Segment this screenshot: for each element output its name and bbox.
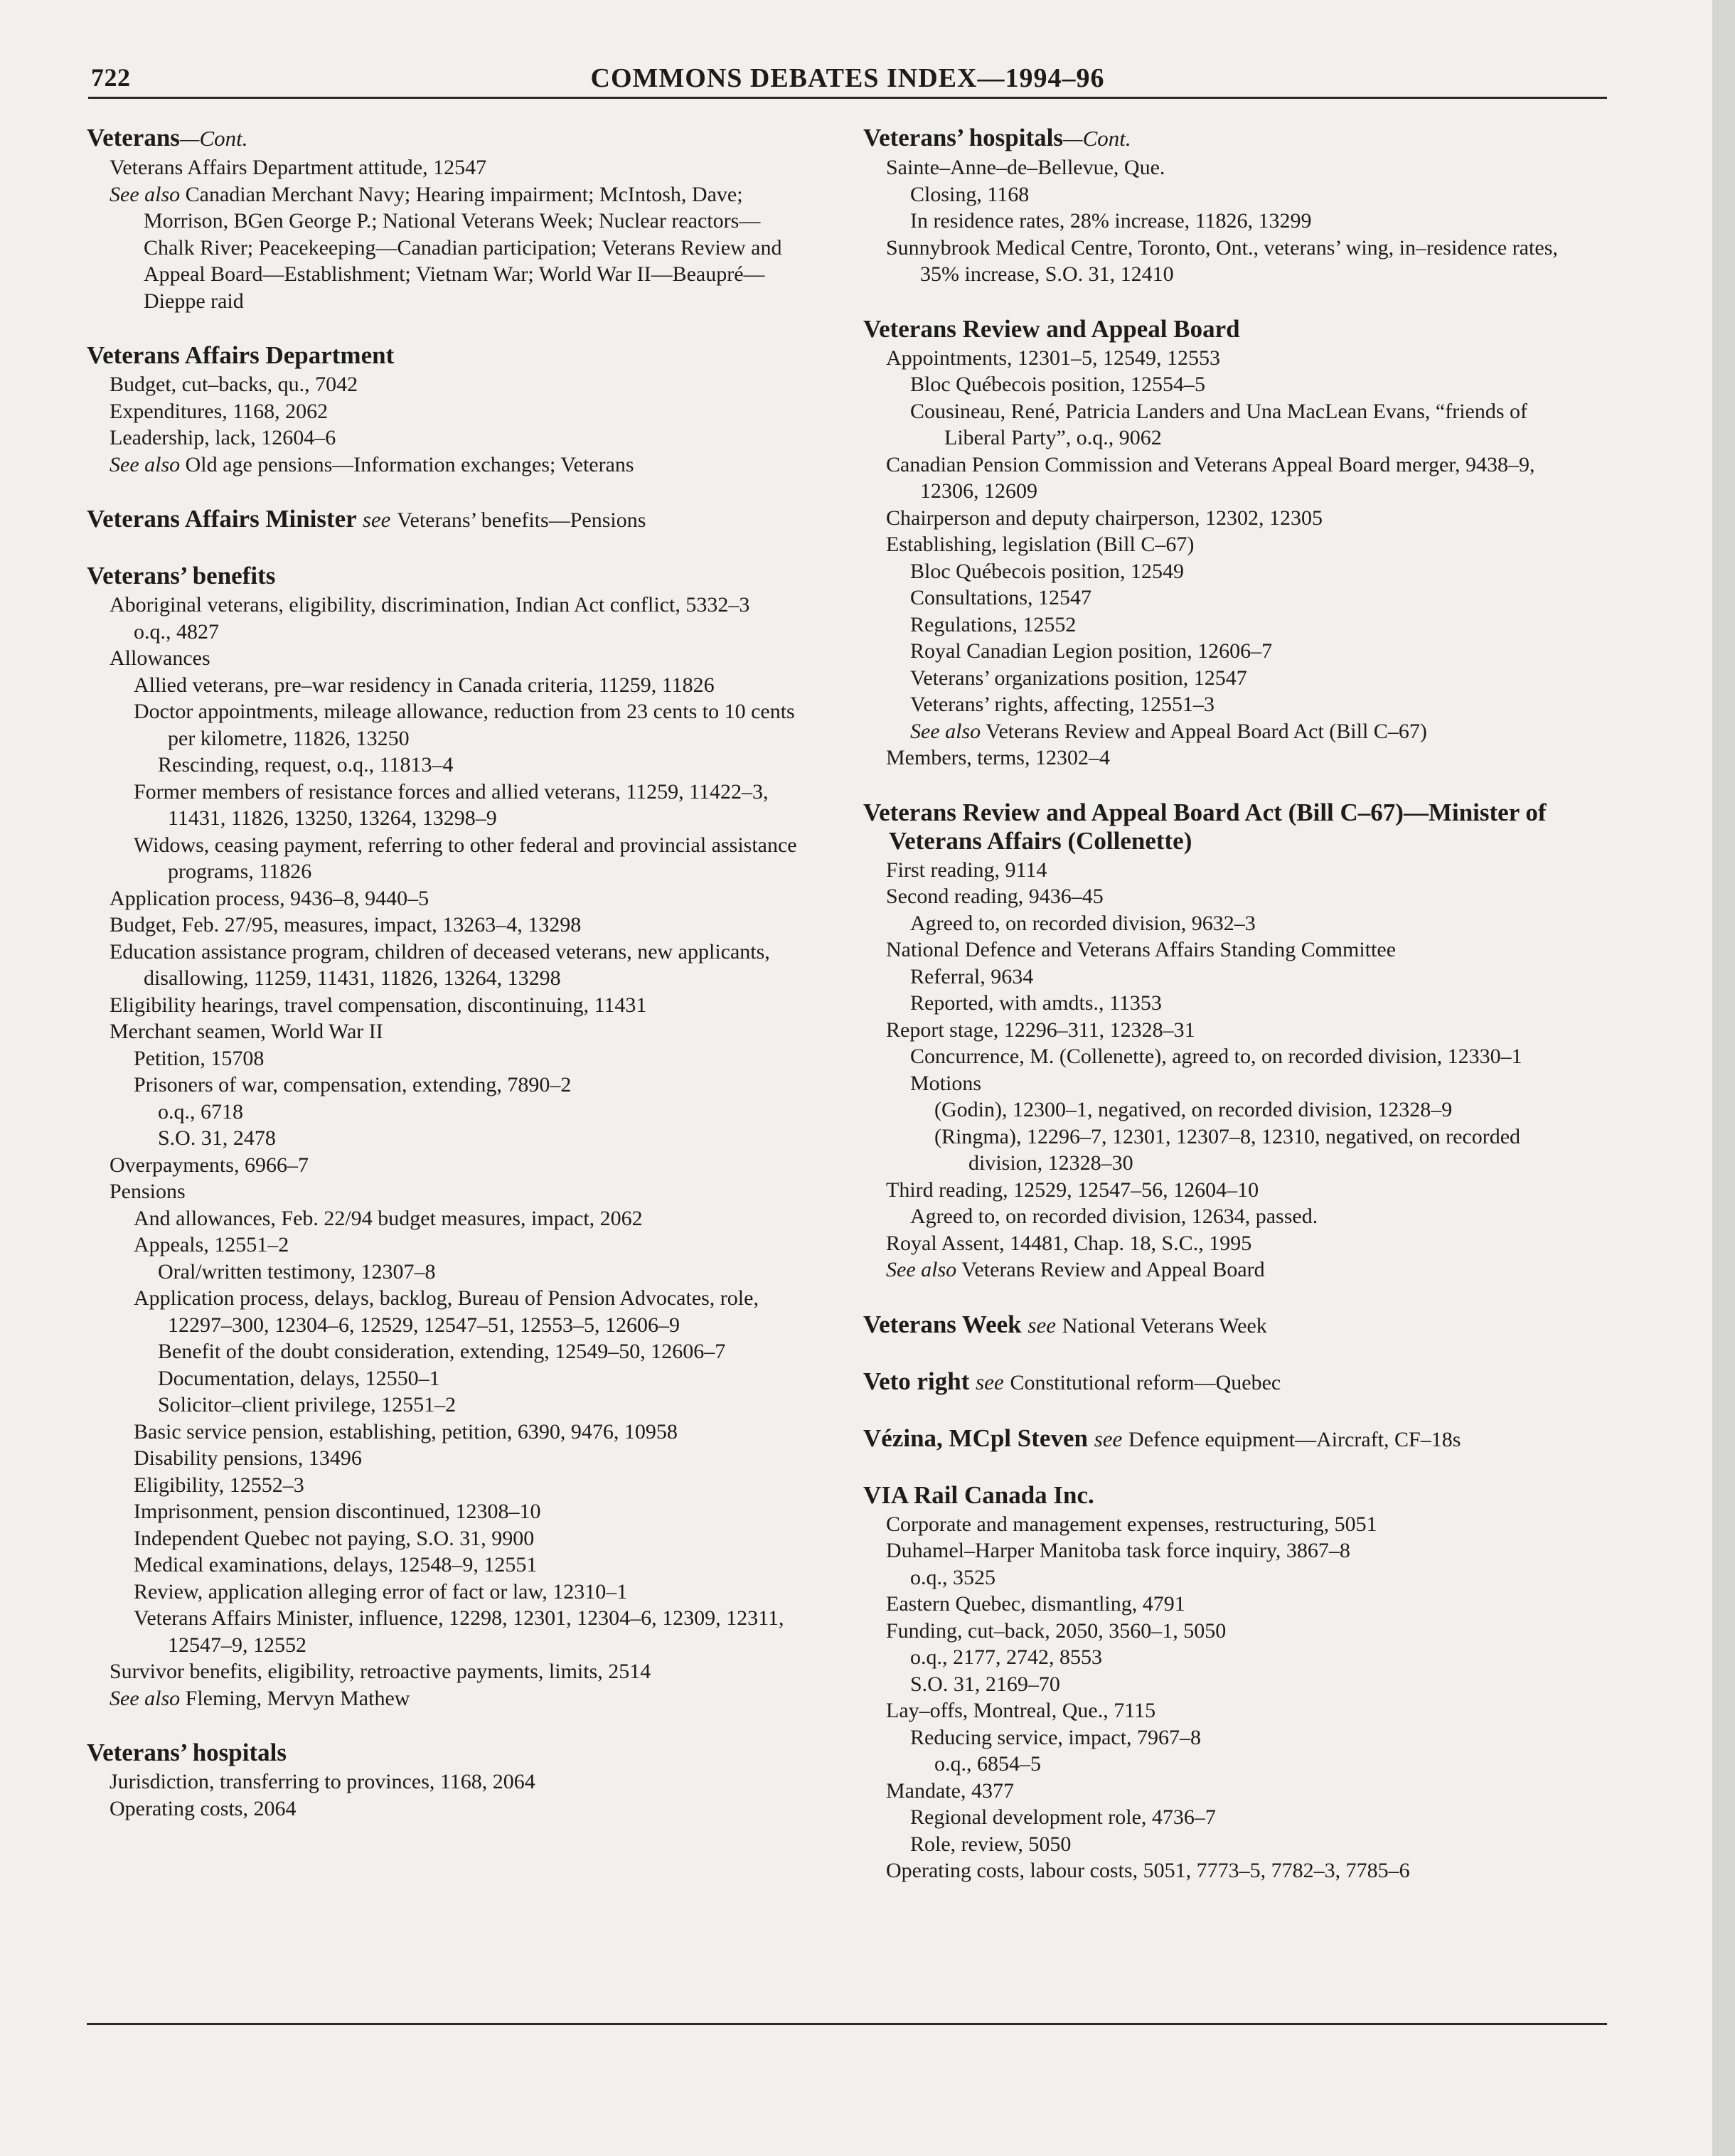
subentry-text: Allied veterans, pre–war residency in Canada criteria, 11259, 11826: [134, 673, 715, 697]
subentry-line: [863, 531, 1574, 558]
entry-heading-text: Veterans Affairs Department: [87, 341, 395, 369]
subentry-text: Agreed to, on recorded division, 12634, passed.: [910, 1205, 1318, 1228]
subentry-line: [863, 371, 1574, 398]
subentry-text: Second reading, 9436–45: [886, 885, 1104, 908]
entry-heading-text: Veterans Affairs Minister: [87, 505, 357, 533]
subentry-text: Solicitor–client privilege, 12551–2: [158, 1393, 457, 1416]
subentry-text: Motions: [910, 1071, 982, 1095]
continued-marker: —Cont.: [1063, 126, 1131, 151]
footer-rule: [87, 2023, 1607, 2025]
index-entry: [863, 1311, 1574, 1340]
subentry-text: Education assistance program, children of deceased veterans, new applicants, disallowing, 11259, 11431, 11826, 13264, 13298: [110, 939, 770, 990]
subentry-text: Application process, delays, backlog, Bureau of Pension Advocates, role, 12297–300, 12304–6, 12529, 12547–51, 12553–5, 12606–9: [134, 1286, 759, 1337]
entry-heading-text: Veterans Week: [863, 1310, 1022, 1338]
subentry-line: [87, 1445, 798, 1472]
subentry-line: [863, 910, 1574, 937]
subentry-line: [87, 1498, 798, 1525]
subentry-text: National Defence and Veterans Affairs Standing Committee: [886, 938, 1397, 961]
entry-heading: [87, 562, 798, 590]
subentry-text: Budget, Feb. 27/95, measures, impact, 13263–4, 13298: [110, 913, 582, 936]
subentry-line: [863, 1096, 1574, 1124]
subentry-text: Veterans’ rights, affecting, 12551–3: [910, 693, 1214, 716]
entry-heading: [87, 1739, 798, 1767]
subentry-line: [863, 883, 1574, 910]
subentry-line: [87, 1285, 798, 1338]
subentry-line: [863, 1203, 1574, 1230]
subentry-text: Operating costs, labour costs, 5051, 7773–5, 7782–3, 7785–6: [886, 1859, 1410, 1882]
subentry-text: Application process, 9436–8, 9440–5: [110, 886, 429, 910]
subentry-text: In residence rates, 28% increase, 11826, 13299: [910, 209, 1312, 233]
subentry-line: [863, 1804, 1574, 1831]
subentry-line: [87, 752, 798, 779]
subentry-text: Veterans’ organizations position, 12547: [910, 666, 1247, 690]
entry-heading: [863, 124, 1574, 153]
subentry-text: S.O. 31, 2169–70: [910, 1672, 1060, 1696]
index-entry: [863, 1424, 1574, 1454]
subentry-line: [87, 398, 798, 425]
subentry-line: [87, 885, 798, 912]
subentry-line: [87, 1072, 798, 1099]
index-entry: [863, 124, 1574, 288]
subentry-text: Budget, cut–backs, qu., 7042: [110, 373, 358, 396]
entry-heading: [863, 1481, 1574, 1510]
subentry-text: Documentation, delays, 12550–1: [158, 1366, 440, 1390]
subentry-text: Oral/written testimony, 12307–8: [158, 1259, 436, 1284]
subentry-line: [87, 698, 798, 752]
subentry-text: Independent Quebec not paying, S.O. 31, 9900: [134, 1526, 535, 1550]
subentry-line: [863, 1177, 1574, 1204]
entry-heading-text: Veterans Review and Appeal Board: [863, 314, 1240, 343]
subentry-line: [863, 1511, 1574, 1538]
subentry-text: Appointments, 12301–5, 12549, 12553: [886, 346, 1220, 370]
index-entry: [87, 341, 798, 478]
page-edge-shadow: [1712, 0, 1735, 2156]
right-column: [863, 124, 1574, 1911]
subentry-text: Petition, 15708: [134, 1046, 265, 1070]
cross-reference: Constitutional reform—Quebec: [1010, 1370, 1281, 1394]
subentry-line: [863, 936, 1574, 964]
subentry-text: Overpayments, 6966–7: [110, 1153, 309, 1177]
subentry-text: Corporate and management expenses, restructuring, 5051: [886, 1512, 1377, 1536]
subentry-text: Pensions: [110, 1180, 186, 1203]
subentry-line: [87, 181, 798, 315]
subentry-line: [87, 1178, 798, 1205]
subentry-text: First reading, 9114: [886, 858, 1047, 882]
subentry-line: [863, 345, 1574, 372]
entry-heading: [87, 341, 798, 370]
subentry-text: Canadian Merchant Navy; Hearing impairment; McIntosh, Dave; Morrison, BGen George P.; National Veterans Week; Nuclear reactors—Chalk River; Peacekeeping—Canadian participation; Veterans Review and Appeal Board—Establishment; Vietnam War; World War II—Beaupré—Dieppe raid: [144, 182, 782, 313]
subentry-text: Medical examinations, delays, 12548–9, 12551: [134, 1553, 538, 1576]
see-also-marker: See also: [110, 452, 181, 476]
subentry-text: Consultations, 12547: [910, 586, 1092, 609]
subentry-text: Fleming, Mervyn Mathew: [185, 1686, 410, 1710]
subentry-line: [863, 1697, 1574, 1724]
subentry-text: Disability pensions, 13496: [134, 1446, 362, 1470]
subentry-line: [863, 1831, 1574, 1858]
entry-heading-text: VIA Rail Canada Inc.: [863, 1480, 1094, 1509]
subentry-text: Prisoners of war, compensation, extending, 7890–2: [134, 1073, 572, 1096]
subentry-text: Referral, 9634: [910, 964, 1034, 988]
entry-heading-text: Veterans Review and Appeal Board Act (Bill C–67)—Minister of Veterans Affairs (Collenette): [863, 798, 1547, 855]
subentry-text: Old age pensions—Information exchanges; Veterans: [185, 452, 634, 476]
subentry-text: Role, review, 5050: [910, 1832, 1072, 1856]
subentry-line: [863, 1230, 1574, 1257]
index-entry: [87, 1739, 798, 1822]
entry-heading-text: Veterans’ hospitals: [87, 1739, 287, 1766]
subentry-line: [87, 619, 798, 646]
left-column: [87, 124, 798, 1849]
see-also-marker: See also: [110, 182, 181, 206]
subentry-text: Expenditures, 1168, 2062: [110, 399, 329, 423]
subentry-text: Veterans Affairs Department attitude, 12547: [110, 156, 487, 179]
subentry-line: [87, 939, 798, 992]
index-entry: [863, 1481, 1574, 1884]
subentry-text: Regulations, 12552: [910, 612, 1077, 636]
subentry-text: o.q., 6718: [158, 1099, 243, 1124]
subentry-line: [87, 1685, 798, 1712]
subentry-line: [863, 1017, 1574, 1044]
subentry-text: (Godin), 12300–1, negatived, on recorded division, 12328–9: [934, 1098, 1453, 1121]
subentry-text: Review, application alleging error of fact or law, 12310–1: [134, 1579, 628, 1603]
subentry-text: Sainte–Anne–de–Bellevue, Que.: [886, 156, 1165, 179]
subentry-line: [863, 638, 1574, 665]
subentry-text: Third reading, 12529, 12547–56, 12604–10: [886, 1178, 1259, 1202]
subentry-line: [863, 1070, 1574, 1097]
subentry-text: Agreed to, on recorded division, 9632–3: [910, 911, 1256, 935]
subentry-text: Former members of resistance forces and allied veterans, 11259, 11422–3, 11431, 11826, 13250, 13264, 13298–9: [134, 779, 769, 830]
subentry-text: Merchant seamen, World War II: [110, 1020, 383, 1043]
subentry-text: Sunnybrook Medical Centre, Toronto, Ont., veterans’ wing, in–residence rates, 35% increase, S.O. 31, 12410: [886, 235, 1558, 286]
subentry-line: [87, 645, 798, 672]
subentry-line: [863, 964, 1574, 991]
cross-reference: Veterans’ benefits—Pensions: [397, 508, 646, 532]
subentry-text: Canadian Pension Commission and Veterans Appeal Board merger, 9438–9, 12306, 12609: [886, 452, 1535, 503]
see-also-marker: See also: [910, 719, 981, 743]
subentry-text: Royal Canadian Legion position, 12606–7: [910, 639, 1273, 663]
subentry-text: Imprisonment, pension discontinued, 12308–10: [134, 1500, 541, 1523]
see-marker: see: [1094, 1426, 1123, 1451]
subentry-line: [863, 745, 1574, 772]
index-entry: [863, 799, 1574, 1284]
subentry-line: [87, 1259, 798, 1286]
subentry-line: [87, 592, 798, 619]
subentry-text: Members, terms, 12302–4: [886, 746, 1110, 769]
subentry-text: Doctor appointments, mileage allowance, reduction from 23 cents to 10 cents per kilometre, 11826, 13250: [134, 700, 795, 750]
subentry-line: [863, 1724, 1574, 1751]
entry-heading: [87, 124, 798, 153]
subentry-line: [863, 181, 1574, 208]
entry-heading: [863, 315, 1574, 343]
entry-heading: [863, 1424, 1574, 1454]
see-marker: see: [1027, 1312, 1056, 1338]
entry-heading: [863, 1311, 1574, 1340]
subentry-line: [863, 558, 1574, 585]
subentry-line: [863, 208, 1574, 235]
subentry-text: o.q., 6854–5: [934, 1752, 1041, 1776]
subentry-text: Royal Assent, 14481, Chap. 18, S.C., 1995: [886, 1231, 1252, 1255]
entry-heading-text: Veterans’ hospitals: [863, 124, 1063, 151]
subentry-text: o.q., 4827: [134, 619, 219, 644]
subentry-text: Regional development role, 4736–7: [910, 1805, 1216, 1829]
subentry-line: [87, 452, 798, 479]
see-also-marker: See also: [110, 1686, 181, 1710]
subentry-line: [87, 672, 798, 699]
see-also-marker: See also: [886, 1258, 957, 1281]
entry-heading: [863, 799, 1574, 855]
subentry-line: [863, 1124, 1574, 1177]
subentry-line: [87, 1768, 798, 1795]
subentry-line: [87, 1152, 798, 1179]
subentry-line: [863, 154, 1574, 181]
subentry-line: [87, 1232, 798, 1259]
subentry-line: [863, 857, 1574, 884]
subentry-text: Widows, ceasing payment, referring to other federal and provincial assistance programs, 11826: [134, 833, 797, 883]
entry-heading-text: Veterans’ benefits: [87, 562, 276, 589]
subentry-text: Survivor benefits, eligibility, retroactive payments, limits, 2514: [110, 1660, 651, 1683]
subentry-line: [863, 1778, 1574, 1805]
subentry-line: [87, 1018, 798, 1045]
subentry-text: Eligibility hearings, travel compensation, discontinuing, 11431: [110, 993, 647, 1017]
cross-reference: National Veterans Week: [1062, 1313, 1267, 1338]
subentry-text: Rescinding, request, o.q., 11813–4: [158, 753, 454, 777]
subentry-text: Eastern Quebec, dismantling, 4791: [886, 1592, 1185, 1616]
subentry-text: Eligibility, 12552–3: [134, 1473, 304, 1497]
subentry-line: [87, 1205, 798, 1232]
subentry-line: [863, 990, 1574, 1017]
subentry-line: [863, 505, 1574, 532]
subentry-text: Reported, with amdts., 11353: [910, 991, 1162, 1015]
subentry-line: [863, 585, 1574, 612]
subentry-text: Establishing, legislation (Bill C–67): [886, 533, 1195, 556]
subentry-text: Bloc Québecois position, 12549: [910, 559, 1184, 583]
subentry-line: [863, 691, 1574, 718]
entry-heading-text: Veto right: [863, 1367, 970, 1395]
subentry-line: [863, 1591, 1574, 1618]
subentry-text: Reducing service, impact, 7967–8: [910, 1725, 1202, 1749]
subentry-text: Duhamel–Harper Manitoba task force inquiry, 3867–8: [886, 1539, 1350, 1562]
subentry-line: [863, 1751, 1574, 1778]
subentry-text: o.q., 2177, 2742, 8553: [910, 1645, 1102, 1669]
subentry-text: Veterans Review and Appeal Board: [961, 1258, 1265, 1281]
subentry-line: [87, 1125, 798, 1152]
subentry-text: o.q., 3525: [910, 1565, 995, 1589]
entry-heading-text: Veterans: [87, 124, 180, 151]
subentry-line: [87, 1658, 798, 1685]
subentry-text: Cousineau, René, Patricia Landers and Una MacLean Evans, “friends of Liberal Party”, o.q., 9062: [910, 399, 1528, 449]
see-marker: see: [362, 507, 391, 532]
index-entry: [87, 124, 798, 314]
cross-reference: Defence equipment—Aircraft, CF–18s: [1128, 1427, 1461, 1451]
subentry-line: [863, 1857, 1574, 1884]
subentry-line: [863, 1644, 1574, 1671]
continued-marker: —Cont.: [179, 126, 248, 151]
subentry-line: [863, 452, 1574, 505]
subentry-text: Closing, 1168: [910, 182, 1030, 206]
subentry-text: S.O. 31, 2478: [158, 1126, 276, 1150]
subentry-line: [87, 1419, 798, 1446]
index-entry: [87, 505, 798, 535]
running-title: COMMONS DEBATES INDEX—1994–96: [590, 63, 1105, 93]
subentry-line: [87, 992, 798, 1019]
subentry-text: (Ringma), 12296–7, 12301, 12307–8, 12310, negatived, on recorded division, 12328–30: [934, 1124, 1521, 1175]
subentry-text: Jurisdiction, transferring to provinces, 1168, 2064: [110, 1770, 535, 1793]
subentry-text: Basic service pension, establishing, petition, 6390, 9476, 10958: [134, 1419, 678, 1443]
subentry-line: [863, 1537, 1574, 1564]
subentry-line: [87, 154, 798, 181]
see-marker: see: [976, 1369, 1004, 1394]
subentry-line: [863, 1564, 1574, 1591]
subentry-line: [87, 1605, 798, 1658]
subentry-text: And allowances, Feb. 22/94 budget measures, impact, 2062: [134, 1206, 643, 1230]
subentry-line: [863, 665, 1574, 692]
subentry-text: Allowances: [110, 646, 210, 670]
subentry-line: [87, 1795, 798, 1823]
subentry-text: Aboriginal veterans, eligibility, discrimination, Indian Act conflict, 5332–3: [110, 593, 750, 617]
subentry-line: [87, 371, 798, 398]
subentry-line: [863, 398, 1574, 452]
subentry-text: Leadership, lack, 12604–6: [110, 426, 336, 449]
subentry-line: [863, 1671, 1574, 1698]
subentry-text: Concurrence, M. (Collenette), agreed to, on recorded division, 12330–1: [910, 1045, 1522, 1068]
entry-heading-text: Vézina, MCpl Steven: [863, 1424, 1088, 1452]
subentry-text: Report stage, 12296–311, 12328–31: [886, 1018, 1195, 1042]
subentry-text: Lay–offs, Montreal, Que., 7115: [886, 1699, 1156, 1722]
subentry-line: [87, 779, 798, 832]
index-entry: [87, 562, 798, 1712]
subentry-line: [87, 1365, 798, 1392]
subentry-text: Benefit of the doubt consideration, extending, 12549–50, 12606–7: [158, 1340, 726, 1363]
subentry-line: [87, 1392, 798, 1419]
subentry-line: [87, 1045, 798, 1072]
index-entry: [863, 1367, 1574, 1397]
page-number: 722: [91, 63, 131, 92]
entry-heading: [863, 1367, 1574, 1397]
entry-heading: [87, 505, 798, 535]
subentry-text: Funding, cut–back, 2050, 3560–1, 5050: [886, 1618, 1227, 1643]
subentry-text: Appeals, 12551–2: [134, 1233, 289, 1256]
index-entry: [863, 315, 1574, 772]
subentry-text: Chairperson and deputy chairperson, 12302, 12305: [886, 506, 1323, 530]
subentry-text: Veterans Review and Appeal Board Act (Bill C–67): [986, 719, 1427, 743]
subentry-line: [87, 1525, 798, 1552]
subentry-line: [87, 1552, 798, 1579]
subentry-line: [87, 832, 798, 885]
subentry-line: [863, 1256, 1574, 1284]
page-header: [88, 63, 1607, 99]
subentry-line: [863, 1043, 1574, 1070]
subentry-line: [87, 1099, 798, 1126]
subentry-line: [863, 235, 1574, 288]
subentry-line: [863, 1618, 1574, 1645]
subentry-line: [87, 425, 798, 452]
subentry-line: [863, 718, 1574, 745]
subentry-line: [87, 1472, 798, 1499]
subentry-line: [87, 912, 798, 939]
subentry-text: Mandate, 4377: [886, 1778, 1014, 1803]
subentry-line: [863, 612, 1574, 639]
subentry-line: [87, 1579, 798, 1606]
subentry-text: Operating costs, 2064: [110, 1796, 297, 1820]
subentry-text: Veterans Affairs Minister, influence, 12298, 12301, 12304–6, 12309, 12311, 12547–9, 12552: [134, 1606, 784, 1657]
subentry-line: [87, 1338, 798, 1365]
subentry-text: Bloc Québecois position, 12554–5: [910, 373, 1205, 396]
